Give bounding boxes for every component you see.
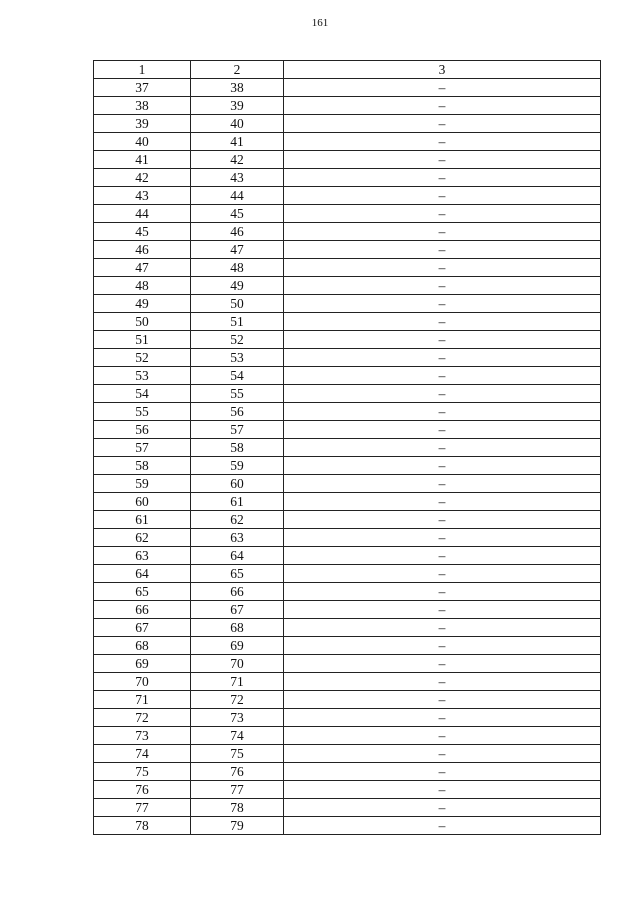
column-header-2: 2 — [191, 61, 284, 79]
table-cell-col-2: 40 — [191, 115, 284, 133]
table-cell-col-1: 60 — [94, 493, 191, 511]
table-cell-col-2: 48 — [191, 259, 284, 277]
table-cell-col-1: 68 — [94, 637, 191, 655]
table-cell-col-1: 48 — [94, 277, 191, 295]
table-cell-col-3: – — [284, 691, 601, 709]
table-cell-col-3: – — [284, 277, 601, 295]
table-row — [94, 601, 601, 619]
table-cell-col-3: – — [284, 367, 601, 385]
table-cell-col-3: – — [284, 79, 601, 97]
table-cell-col-2: 71 — [191, 673, 284, 691]
table-cell-col-1: 78 — [94, 817, 191, 835]
column-header-3: 3 — [284, 61, 601, 79]
table-row — [94, 655, 601, 673]
table-cell-col-2: 44 — [191, 187, 284, 205]
table-cell-col-3: – — [284, 727, 601, 745]
table-cell-col-1: 72 — [94, 709, 191, 727]
table-row — [94, 439, 601, 457]
table-cell-col-2: 50 — [191, 295, 284, 313]
table-cell-col-3: – — [284, 565, 601, 583]
table-cell-col-1: 64 — [94, 565, 191, 583]
table-row — [94, 295, 601, 313]
data-table — [93, 60, 601, 835]
table-cell-col-3: – — [284, 133, 601, 151]
table-cell-col-1: 43 — [94, 187, 191, 205]
table-row — [94, 583, 601, 601]
table-cell-col-2: 52 — [191, 331, 284, 349]
column-header-1: 1 — [94, 61, 191, 79]
table-row — [94, 151, 601, 169]
table-cell-col-2: 66 — [191, 583, 284, 601]
table-row — [94, 223, 601, 241]
table-cell-col-1: 49 — [94, 295, 191, 313]
table-cell-col-2: 68 — [191, 619, 284, 637]
table-cell-col-2: 43 — [191, 169, 284, 187]
table-cell-col-2: 53 — [191, 349, 284, 367]
table-cell-col-1: 47 — [94, 259, 191, 277]
table-cell-col-3: – — [284, 349, 601, 367]
table-cell-col-2: 78 — [191, 799, 284, 817]
table-row — [94, 421, 601, 439]
table-cell-col-3: – — [284, 151, 601, 169]
table-cell-col-3: – — [284, 583, 601, 601]
table-row — [94, 349, 601, 367]
table-cell-col-3: – — [284, 709, 601, 727]
table-cell-col-1: 57 — [94, 439, 191, 457]
table-cell-col-3: – — [284, 529, 601, 547]
table-cell-col-2: 38 — [191, 79, 284, 97]
table-cell-col-3: – — [284, 763, 601, 781]
table-cell-col-1: 74 — [94, 745, 191, 763]
table-cell-col-1: 67 — [94, 619, 191, 637]
table-row — [94, 457, 601, 475]
table-cell-col-2: 42 — [191, 151, 284, 169]
table-cell-col-1: 50 — [94, 313, 191, 331]
table-cell-col-2: 49 — [191, 277, 284, 295]
table-cell-col-1: 51 — [94, 331, 191, 349]
table-row — [94, 781, 601, 799]
table-cell-col-3: – — [284, 223, 601, 241]
table-row — [94, 619, 601, 637]
table-row — [94, 763, 601, 781]
table-cell-col-2: 79 — [191, 817, 284, 835]
table-cell-col-1: 77 — [94, 799, 191, 817]
table-cell-col-2: 67 — [191, 601, 284, 619]
table-cell-col-1: 75 — [94, 763, 191, 781]
table-cell-col-2: 54 — [191, 367, 284, 385]
table-cell-col-1: 69 — [94, 655, 191, 673]
table-cell-col-1: 62 — [94, 529, 191, 547]
table-cell-col-3: – — [284, 97, 601, 115]
table-cell-col-3: – — [284, 385, 601, 403]
table-row — [94, 331, 601, 349]
table-row — [94, 529, 601, 547]
table-cell-col-1: 54 — [94, 385, 191, 403]
table-cell-col-2: 77 — [191, 781, 284, 799]
table-cell-col-1: 37 — [94, 79, 191, 97]
table-cell-col-2: 58 — [191, 439, 284, 457]
table-cell-col-2: 55 — [191, 385, 284, 403]
table-cell-col-3: – — [284, 439, 601, 457]
table-cell-col-3: – — [284, 547, 601, 565]
table-cell-col-3: – — [284, 115, 601, 133]
table-row — [94, 169, 601, 187]
table-cell-col-2: 61 — [191, 493, 284, 511]
table-row — [94, 475, 601, 493]
table-cell-col-1: 70 — [94, 673, 191, 691]
table-cell-col-1: 45 — [94, 223, 191, 241]
table-row — [94, 673, 601, 691]
table-cell-col-3: – — [284, 187, 601, 205]
table-cell-col-1: 40 — [94, 133, 191, 151]
table-cell-col-3: – — [284, 421, 601, 439]
table-cell-col-3: – — [284, 313, 601, 331]
table-cell-col-2: 46 — [191, 223, 284, 241]
table-cell-col-3: – — [284, 493, 601, 511]
table-cell-col-2: 56 — [191, 403, 284, 421]
table-cell-col-2: 70 — [191, 655, 284, 673]
table-cell-col-2: 69 — [191, 637, 284, 655]
table-cell-col-3: – — [284, 169, 601, 187]
table-cell-col-2: 39 — [191, 97, 284, 115]
table-cell-col-1: 73 — [94, 727, 191, 745]
table-cell-col-2: 41 — [191, 133, 284, 151]
table-cell-col-3: – — [284, 205, 601, 223]
table-cell-col-2: 60 — [191, 475, 284, 493]
table-cell-col-1: 58 — [94, 457, 191, 475]
table-cell-col-3: – — [284, 601, 601, 619]
table-cell-col-1: 39 — [94, 115, 191, 133]
table-cell-col-1: 44 — [94, 205, 191, 223]
table-cell-col-1: 38 — [94, 97, 191, 115]
table-row — [94, 205, 601, 223]
table-cell-col-3: – — [284, 403, 601, 421]
table-cell-col-3: – — [284, 331, 601, 349]
table-cell-col-1: 41 — [94, 151, 191, 169]
table-cell-col-3: – — [284, 799, 601, 817]
table-cell-col-2: 75 — [191, 745, 284, 763]
table-row — [94, 565, 601, 583]
table-cell-col-2: 65 — [191, 565, 284, 583]
table-cell-col-3: – — [284, 637, 601, 655]
table-cell-col-1: 65 — [94, 583, 191, 601]
table-row — [94, 493, 601, 511]
table-cell-col-3: – — [284, 295, 601, 313]
table-row — [94, 727, 601, 745]
table-row — [94, 241, 601, 259]
table-row — [94, 367, 601, 385]
table-cell-col-2: 76 — [191, 763, 284, 781]
table-row — [94, 97, 601, 115]
table-cell-col-1: 59 — [94, 475, 191, 493]
table-cell-col-2: 59 — [191, 457, 284, 475]
table-row — [94, 745, 601, 763]
table-cell-col-2: 72 — [191, 691, 284, 709]
table-cell-col-3: – — [284, 817, 601, 835]
table-row — [94, 313, 601, 331]
table-row — [94, 799, 601, 817]
table-cell-col-2: 64 — [191, 547, 284, 565]
table-row — [94, 709, 601, 727]
table-cell-col-1: 42 — [94, 169, 191, 187]
table-cell-col-2: 47 — [191, 241, 284, 259]
table-cell-col-1: 46 — [94, 241, 191, 259]
table-cell-col-3: – — [284, 619, 601, 637]
table-cell-col-3: – — [284, 457, 601, 475]
table-cell-col-2: 73 — [191, 709, 284, 727]
table-cell-col-2: 63 — [191, 529, 284, 547]
table-row — [94, 691, 601, 709]
table-body — [94, 79, 601, 835]
table-cell-col-1: 66 — [94, 601, 191, 619]
table-cell-col-1: 71 — [94, 691, 191, 709]
table-cell-col-3: – — [284, 475, 601, 493]
table-cell-col-1: 55 — [94, 403, 191, 421]
table-row — [94, 187, 601, 205]
table-cell-col-1: 61 — [94, 511, 191, 529]
table-cell-col-2: 51 — [191, 313, 284, 331]
table-cell-col-3: – — [284, 259, 601, 277]
table-row — [94, 277, 601, 295]
table-cell-col-3: – — [284, 781, 601, 799]
table-row — [94, 547, 601, 565]
table-cell-col-1: 56 — [94, 421, 191, 439]
table-cell-col-3: – — [284, 673, 601, 691]
table-row — [94, 133, 601, 151]
table-row — [94, 817, 601, 835]
page-number: 161 — [311, 17, 329, 29]
table-cell-col-2: 45 — [191, 205, 284, 223]
table-row — [94, 115, 601, 133]
table-row — [94, 637, 601, 655]
table-cell-col-2: 74 — [191, 727, 284, 745]
table-cell-col-1: 76 — [94, 781, 191, 799]
table-row — [94, 385, 601, 403]
table-cell-col-3: – — [284, 511, 601, 529]
table-cell-col-2: 57 — [191, 421, 284, 439]
table-header-row — [94, 61, 601, 79]
table-cell-col-1: 52 — [94, 349, 191, 367]
table-row — [94, 259, 601, 277]
table-cell-col-3: – — [284, 655, 601, 673]
table-cell-col-3: – — [284, 745, 601, 763]
table-row — [94, 79, 601, 97]
table-cell-col-1: 63 — [94, 547, 191, 565]
table-row — [94, 403, 601, 421]
table-cell-col-1: 53 — [94, 367, 191, 385]
table-row — [94, 511, 601, 529]
table-cell-col-2: 62 — [191, 511, 284, 529]
table-cell-col-3: – — [284, 241, 601, 259]
